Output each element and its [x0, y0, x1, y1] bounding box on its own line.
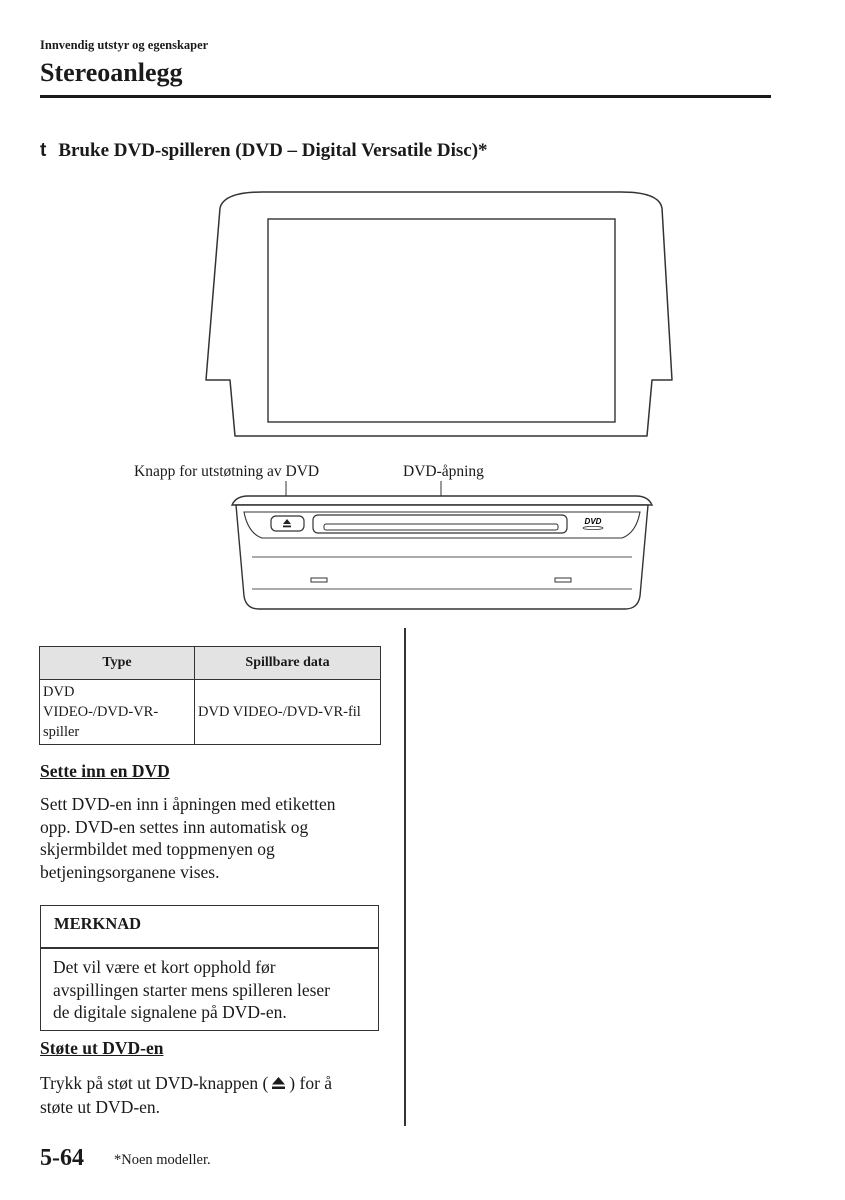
eject-button-icon-bar: [283, 526, 291, 528]
page-number: 5-64: [40, 1145, 84, 1171]
eject-icon: [270, 1073, 287, 1096]
body-line: Sett DVD-en inn i åpningen med etiketten: [40, 794, 336, 814]
display-screen: [268, 219, 615, 422]
dvd-logo: DVD: [584, 517, 602, 526]
eject-button-callout: Knapp for utstøtning av DVD: [134, 463, 320, 480]
table-cell-type: [40, 680, 195, 745]
body-line: skjermbildet med toppmenyen og: [40, 839, 275, 859]
type-line: spiller: [43, 724, 80, 740]
table-header-row: [40, 647, 381, 680]
subsection-marker: t: [40, 140, 47, 161]
deck-trim: [232, 496, 652, 505]
playable-data-table: [39, 646, 381, 745]
eject-text-before: Trykk på støt ut DVD-knappen (: [40, 1073, 269, 1093]
note-line: Det vil være et kort opphold før: [53, 957, 276, 977]
subsection-title: Bruke DVD-spilleren (DVD – Digital Versatile Disc)*: [58, 140, 488, 161]
page-title: Stereoanlegg: [40, 58, 183, 87]
note-box: [40, 905, 379, 1031]
insert-dvd-heading: Sette inn en DVD: [40, 761, 170, 781]
note-text: [53, 956, 373, 1024]
type-line: DVD: [43, 684, 75, 700]
note-line: avspillingen starter mens spilleren leser: [53, 979, 331, 1000]
table-row: [40, 680, 381, 745]
column-divider: [404, 628, 406, 1126]
indicator-right: [555, 578, 571, 582]
note-divider: [41, 947, 378, 949]
table-cell-data: DVD VIDEO-/DVD-VR-fil: [195, 680, 381, 745]
section-label: Innvendig utstyr og egenskaper: [40, 38, 209, 52]
note-line: de digitale signalene på DVD-en.: [53, 1002, 287, 1022]
footnote: *Noen modeller.: [114, 1152, 211, 1168]
body-line: [40, 1072, 385, 1096]
body-line: støte ut DVD-en.: [40, 1096, 161, 1117]
disc-slot-callout: DVD-åpning: [403, 463, 484, 480]
note-title: MERKNAD: [54, 914, 142, 933]
table-header-data: Spillbare data: [195, 647, 381, 680]
body-line: opp. DVD-en settes inn automatisk og: [40, 816, 309, 837]
eject-dvd-heading: Støte ut DVD-en: [40, 1038, 164, 1058]
eject-text-after: ) for å: [289, 1073, 333, 1093]
type-line: VIDEO-/DVD-VR-: [43, 704, 159, 720]
disc-slot: [324, 524, 558, 530]
eject-dvd-body: [40, 1072, 385, 1118]
insert-dvd-body: [40, 793, 385, 883]
table-header-type: Type: [40, 647, 195, 680]
body-line: betjeningsorganene vises.: [40, 861, 220, 882]
indicator-left: [311, 578, 327, 582]
